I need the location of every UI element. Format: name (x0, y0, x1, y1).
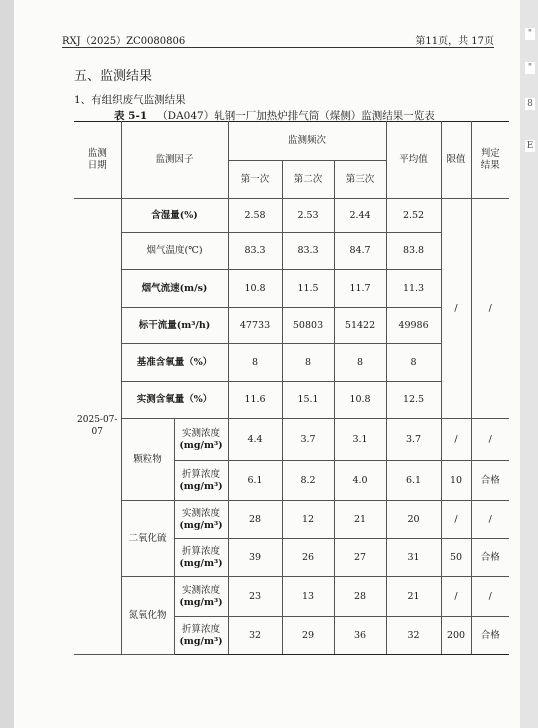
limit-cell: 10 (441, 461, 471, 501)
subsection-title: 1、有组织废气监测结果 (74, 94, 186, 106)
average-cell: 12.5 (386, 382, 441, 419)
side-tab: E (526, 141, 534, 151)
value-cell: 8 (334, 344, 386, 382)
pollutant-name: 二氧化硫 (121, 501, 174, 577)
average-cell: 20 (386, 501, 441, 539)
header-third: 第三次 (334, 161, 386, 199)
header-date: 监测日期 (74, 122, 121, 199)
judgment-cell: 合格 (471, 617, 509, 655)
monitoring-results-table (74, 121, 509, 655)
page-number: 第11页，共 17页 (415, 36, 494, 47)
table-row (74, 577, 509, 617)
judgment-cell: / (471, 419, 509, 461)
pollutant-name: 氮氧化物 (121, 577, 174, 655)
concentration-type: 实测浓度 (mg/m³) (174, 501, 228, 539)
concentration-type: 实测浓度 (mg/m³) (174, 577, 228, 617)
value-cell: 29 (282, 617, 334, 655)
value-cell: 23 (228, 577, 282, 617)
table-row (74, 199, 509, 233)
document-page (14, 0, 520, 728)
judgment-cell: / (471, 501, 509, 539)
side-tab: " (525, 28, 535, 40)
table-title: （DA047）轧钢一厂加热炉排气筒（煤侧）监测结果一览表 (157, 110, 435, 122)
factor-label: 基准含氧量（%） (121, 344, 228, 382)
average-cell: 32 (386, 617, 441, 655)
average-cell: 83.8 (386, 233, 441, 270)
value-cell: 26 (282, 539, 334, 577)
average-cell: 11.3 (386, 270, 441, 308)
value-cell: 36 (334, 617, 386, 655)
header-second: 第二次 (282, 161, 334, 199)
value-cell: 15.1 (282, 382, 334, 419)
concentration-type: 折算浓度 (mg/m³) (174, 539, 228, 577)
value-cell: 3.7 (282, 419, 334, 461)
average-cell: 49986 (386, 308, 441, 344)
value-cell: 13 (282, 577, 334, 617)
header-frequency: 监测频次 (228, 122, 386, 161)
table-row (74, 419, 509, 461)
value-cell: 51422 (334, 308, 386, 344)
table-number: 表 5-1 (114, 110, 148, 122)
value-cell: 4.0 (334, 461, 386, 501)
average-cell: 8 (386, 344, 441, 382)
limit-cell: / (441, 577, 471, 617)
value-cell: 28 (334, 577, 386, 617)
value-cell: 2.44 (334, 199, 386, 233)
document-number: RXJ（2025）ZC0080806 (62, 36, 186, 47)
value-cell: 2.53 (282, 199, 334, 233)
limit-cell: / (441, 419, 471, 461)
judgment-cell: 合格 (471, 461, 509, 501)
average-cell: 6.1 (386, 461, 441, 501)
section-title: 五、监测结果 (74, 69, 153, 84)
value-cell: 8.2 (282, 461, 334, 501)
average-cell: 2.52 (386, 199, 441, 233)
limit-cell: / (441, 501, 471, 539)
pollutant-name: 颗粒物 (121, 419, 174, 501)
value-cell: 84.7 (334, 233, 386, 270)
value-cell: 8 (228, 344, 282, 382)
value-cell: 8 (282, 344, 334, 382)
factor-label: 实测含氧量（%） (121, 382, 228, 419)
value-cell: 10.8 (334, 382, 386, 419)
value-cell: 83.3 (282, 233, 334, 270)
adjacent-page-edge (520, 0, 538, 728)
value-cell: 3.1 (334, 419, 386, 461)
judgment-cell: / (471, 577, 509, 617)
concentration-type: 实测浓度 (mg/m³) (174, 419, 228, 461)
value-cell: 50803 (282, 308, 334, 344)
value-cell: 12 (282, 501, 334, 539)
header-limit: 限值 (441, 122, 471, 199)
average-cell: 21 (386, 577, 441, 617)
value-cell: 32 (228, 617, 282, 655)
shared-judgment-cell: / (471, 199, 509, 419)
value-cell: 10.8 (228, 270, 282, 308)
concentration-type: 折算浓度 (mg/m³) (174, 617, 228, 655)
header-first: 第一次 (228, 161, 282, 199)
value-cell: 39 (228, 539, 282, 577)
limit-cell: 50 (441, 539, 471, 577)
factor-label: 烟气温度(℃) (121, 233, 228, 270)
value-cell: 28 (228, 501, 282, 539)
limit-cell: 200 (441, 617, 471, 655)
judgment-cell: 合格 (471, 539, 509, 577)
value-cell: 11.5 (282, 270, 334, 308)
factor-label: 含湿量(%) (121, 199, 228, 233)
average-cell: 31 (386, 539, 441, 577)
header-rule (62, 47, 494, 48)
page-header (62, 32, 494, 46)
value-cell: 27 (334, 539, 386, 577)
side-tab: 8 (525, 98, 535, 110)
value-cell: 6.1 (228, 461, 282, 501)
value-cell: 4.4 (228, 419, 282, 461)
average-cell: 3.7 (386, 419, 441, 461)
header-judgment: 判定结果 (471, 122, 509, 199)
factor-label: 标干流量(m³/h) (121, 308, 228, 344)
value-cell: 83.3 (228, 233, 282, 270)
concentration-type: 折算浓度 (mg/m³) (174, 461, 228, 501)
value-cell: 47733 (228, 308, 282, 344)
header-factor: 监测因子 (121, 122, 228, 199)
shared-limit-cell: / (441, 199, 471, 419)
value-cell: 11.6 (228, 382, 282, 419)
monitoring-date: 2025-07-07 (74, 199, 121, 655)
side-tab: " (525, 62, 535, 74)
value-cell: 11.7 (334, 270, 386, 308)
value-cell: 21 (334, 501, 386, 539)
table-row (74, 501, 509, 539)
factor-label: 烟气流速(m/s) (121, 270, 228, 308)
value-cell: 2.58 (228, 199, 282, 233)
header-average: 平均值 (386, 122, 441, 199)
